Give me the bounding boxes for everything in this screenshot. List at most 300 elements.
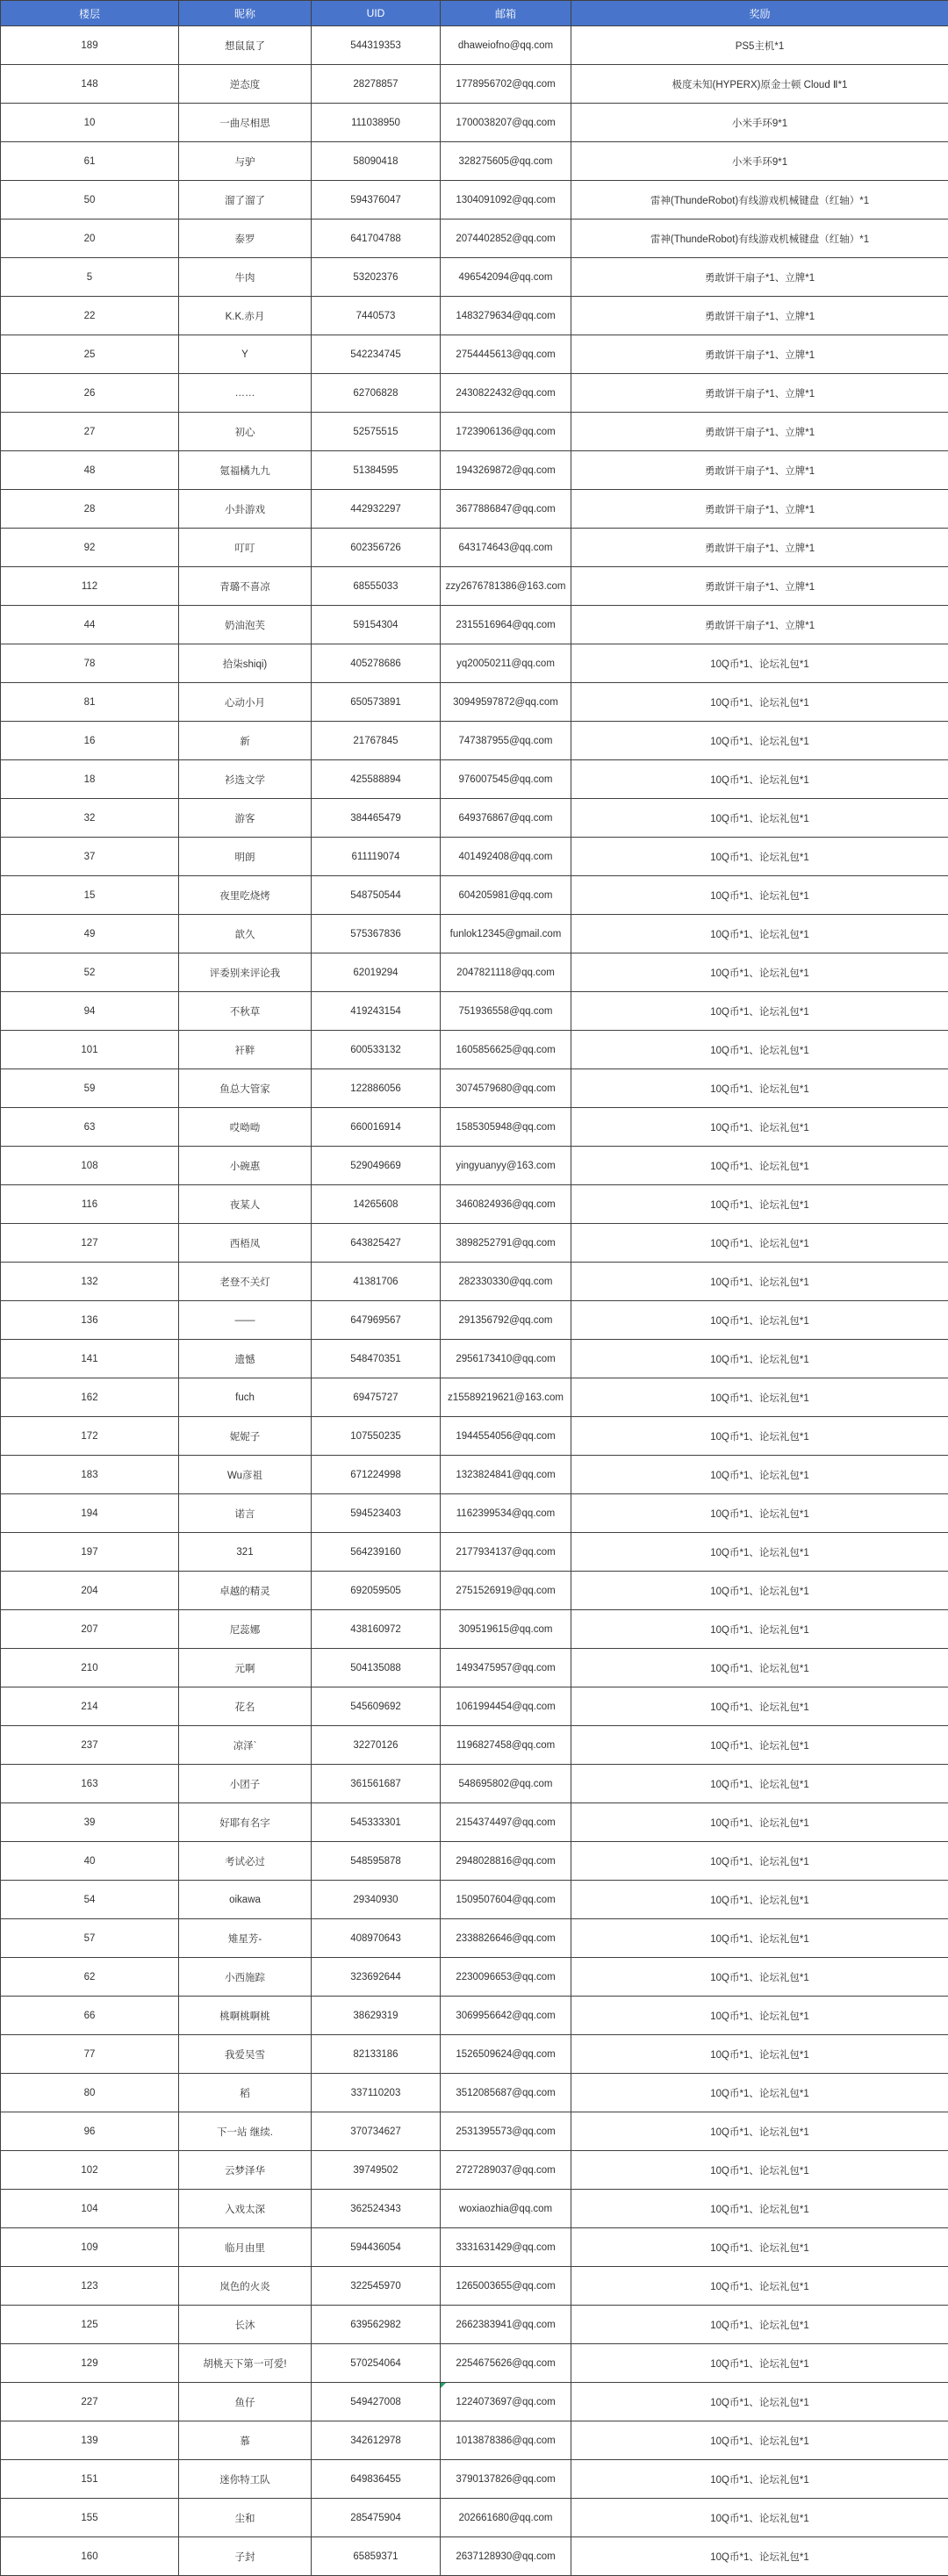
prize-cell: 10Q币*1、论坛礼包*1 bbox=[571, 953, 948, 992]
table-row bbox=[1, 2112, 948, 2151]
nickname-cell: 不秋草 bbox=[179, 992, 312, 1031]
table-row bbox=[1, 1803, 948, 1842]
prize-cell: 10Q币*1、论坛礼包*1 bbox=[571, 1649, 948, 1687]
column-header: 邮箱 bbox=[441, 1, 571, 26]
table-row bbox=[1, 1147, 948, 1185]
floor-cell: 96 bbox=[1, 2112, 179, 2151]
nickname-cell: 鱼总大管家 bbox=[179, 1069, 312, 1108]
email-cell: 1943269872@qq.com bbox=[441, 451, 571, 490]
prize-cell: 10Q币*1、论坛礼包*1 bbox=[571, 799, 948, 838]
prize-cell: 10Q币*1、论坛礼包*1 bbox=[571, 1456, 948, 1494]
nickname-cell: 妮妮子 bbox=[179, 1417, 312, 1456]
uid-cell: 405278686 bbox=[312, 644, 441, 683]
uid-cell: 52575515 bbox=[312, 413, 441, 451]
email-cell: 2531395573@qq.com bbox=[441, 2112, 571, 2151]
nickname-cell: 迷你特工队 bbox=[179, 2460, 312, 2499]
prize-cell: 10Q币*1、论坛礼包*1 bbox=[571, 1881, 948, 1919]
uid-cell: 322545970 bbox=[312, 2267, 441, 2306]
table-row bbox=[1, 644, 948, 683]
email-cell: 1224073697@qq.com bbox=[441, 2383, 571, 2421]
uid-cell: 41381706 bbox=[312, 1263, 441, 1301]
table-row bbox=[1, 2344, 948, 2383]
prize-cell: 10Q币*1、论坛礼包*1 bbox=[571, 1842, 948, 1881]
floor-cell: 59 bbox=[1, 1069, 179, 1108]
nickname-cell: 稻 bbox=[179, 2074, 312, 2112]
email-cell: 1585305948@qq.com bbox=[441, 1108, 571, 1147]
prize-cell: 极度未知(HYPERX)原金士顿 Cloud Ⅱ*1 bbox=[571, 65, 948, 104]
email-cell: 291356792@qq.com bbox=[441, 1301, 571, 1340]
uid-cell: 419243154 bbox=[312, 992, 441, 1031]
prize-cell: 勇敢饼干扇子*1、立牌*1 bbox=[571, 529, 948, 567]
prize-cell: 10Q币*1、论坛礼包*1 bbox=[571, 2383, 948, 2421]
prize-cell: 雷神(ThundeRobot)有线游戏机械键盘（红轴）*1 bbox=[571, 219, 948, 258]
uid-cell: 29340930 bbox=[312, 1881, 441, 1919]
header-row bbox=[1, 1, 948, 26]
prize-cell: 10Q币*1、论坛礼包*1 bbox=[571, 2537, 948, 2576]
prize-cell: 10Q币*1、论坛礼包*1 bbox=[571, 915, 948, 953]
email-cell: 3331631429@qq.com bbox=[441, 2228, 571, 2267]
floor-cell: 160 bbox=[1, 2537, 179, 2576]
email-cell: dhaweiofno@qq.com bbox=[441, 26, 571, 65]
nickname-cell: oikawa bbox=[179, 1881, 312, 1919]
prize-cell: 勇敢饼干扇子*1、立牌*1 bbox=[571, 335, 948, 374]
email-cell: 1265003655@qq.com bbox=[441, 2267, 571, 2306]
uid-cell: 575367836 bbox=[312, 915, 441, 953]
floor-cell: 44 bbox=[1, 606, 179, 644]
uid-cell: 570254064 bbox=[312, 2344, 441, 2383]
uid-cell: 39749502 bbox=[312, 2151, 441, 2190]
nickname-cell: 321 bbox=[179, 1533, 312, 1572]
email-cell: 2637128930@qq.com bbox=[441, 2537, 571, 2576]
email-cell: 3512085687@qq.com bbox=[441, 2074, 571, 2112]
prize-cell: 10Q币*1、论坛礼包*1 bbox=[571, 2306, 948, 2344]
prize-cell: 10Q币*1、论坛礼包*1 bbox=[571, 722, 948, 760]
prize-cell: 10Q币*1、论坛礼包*1 bbox=[571, 1108, 948, 1147]
table-row bbox=[1, 219, 948, 258]
table-row bbox=[1, 2460, 948, 2499]
prize-cell: 勇敢饼干扇子*1、立牌*1 bbox=[571, 451, 948, 490]
prize-cell: 10Q币*1、论坛礼包*1 bbox=[571, 1726, 948, 1765]
table-row bbox=[1, 1456, 948, 1494]
floor-cell: 129 bbox=[1, 2344, 179, 2383]
table-row bbox=[1, 2499, 948, 2537]
floor-cell: 227 bbox=[1, 2383, 179, 2421]
prize-cell: PS5主机*1 bbox=[571, 26, 948, 65]
email-cell: 1493475957@qq.com bbox=[441, 1649, 571, 1687]
email-cell: 401492408@qq.com bbox=[441, 838, 571, 876]
uid-cell: 21767845 bbox=[312, 722, 441, 760]
floor-cell: 15 bbox=[1, 876, 179, 915]
floor-cell: 22 bbox=[1, 297, 179, 335]
uid-cell: 649836455 bbox=[312, 2460, 441, 2499]
column-header: 奖励 bbox=[571, 1, 948, 26]
table-row bbox=[1, 915, 948, 953]
uid-cell: 544319353 bbox=[312, 26, 441, 65]
nickname-cell: 云梦泽华 bbox=[179, 2151, 312, 2190]
prize-cell: 小米手环9*1 bbox=[571, 104, 948, 142]
prize-cell: 勇敢饼干扇子*1、立牌*1 bbox=[571, 606, 948, 644]
uid-cell: 643825427 bbox=[312, 1224, 441, 1263]
uid-cell: 53202376 bbox=[312, 258, 441, 297]
nickname-cell: Wu彦祖 bbox=[179, 1456, 312, 1494]
table-row bbox=[1, 1533, 948, 1572]
uid-cell: 337110203 bbox=[312, 2074, 441, 2112]
email-cell: 2727289037@qq.com bbox=[441, 2151, 571, 2190]
prize-cell: 勇敢饼干扇子*1、立牌*1 bbox=[571, 567, 948, 606]
floor-cell: 141 bbox=[1, 1340, 179, 1378]
floor-cell: 16 bbox=[1, 722, 179, 760]
floor-cell: 136 bbox=[1, 1301, 179, 1340]
table-row bbox=[1, 1997, 948, 2035]
table-row bbox=[1, 104, 948, 142]
email-cell: 2956173410@qq.com bbox=[441, 1340, 571, 1378]
email-cell: 1196827458@qq.com bbox=[441, 1726, 571, 1765]
nickname-cell: 遗憾 bbox=[179, 1340, 312, 1378]
nickname-cell: 慕 bbox=[179, 2421, 312, 2460]
prize-cell: 10Q币*1、论坛礼包*1 bbox=[571, 1958, 948, 1997]
uid-cell: 361561687 bbox=[312, 1765, 441, 1803]
email-cell: 3677886847@qq.com bbox=[441, 490, 571, 529]
email-cell: 3069956642@qq.com bbox=[441, 1997, 571, 2035]
nickname-cell: 叮叮 bbox=[179, 529, 312, 567]
uid-cell: 68555033 bbox=[312, 567, 441, 606]
email-cell: 643174643@qq.com bbox=[441, 529, 571, 567]
prize-cell: 勇敢饼干扇子*1、立牌*1 bbox=[571, 374, 948, 413]
table-row bbox=[1, 683, 948, 722]
uid-cell: 548595878 bbox=[312, 1842, 441, 1881]
uid-cell: 342612978 bbox=[312, 2421, 441, 2460]
email-cell: 1509507604@qq.com bbox=[441, 1881, 571, 1919]
email-cell: 2430822432@qq.com bbox=[441, 374, 571, 413]
email-cell: 1013878386@qq.com bbox=[441, 2421, 571, 2460]
floor-cell: 116 bbox=[1, 1185, 179, 1224]
floor-cell: 194 bbox=[1, 1494, 179, 1533]
prize-cell: 10Q币*1、论坛礼包*1 bbox=[571, 1378, 948, 1417]
nickname-cell: fuch bbox=[179, 1378, 312, 1417]
uid-cell: 529049669 bbox=[312, 1147, 441, 1185]
uid-cell: 69475727 bbox=[312, 1378, 441, 1417]
email-cell: 3898252791@qq.com bbox=[441, 1224, 571, 1263]
floor-cell: 123 bbox=[1, 2267, 179, 2306]
floor-cell: 204 bbox=[1, 1572, 179, 1610]
table-row bbox=[1, 2306, 948, 2344]
uid-cell: 82133186 bbox=[312, 2035, 441, 2074]
table-row bbox=[1, 838, 948, 876]
floor-cell: 214 bbox=[1, 1687, 179, 1726]
nickname-cell: 衫选文学 bbox=[179, 760, 312, 799]
table-row bbox=[1, 2228, 948, 2267]
email-cell: 548695802@qq.com bbox=[441, 1765, 571, 1803]
uid-cell: 692059505 bbox=[312, 1572, 441, 1610]
uid-cell: 58090418 bbox=[312, 142, 441, 181]
table-row bbox=[1, 142, 948, 181]
floor-cell: 101 bbox=[1, 1031, 179, 1069]
table-row bbox=[1, 1572, 948, 1610]
email-cell: 1483279634@qq.com bbox=[441, 297, 571, 335]
table-row bbox=[1, 2190, 948, 2228]
email-cell: 1162399534@qq.com bbox=[441, 1494, 571, 1533]
prize-cell: 雷神(ThundeRobot)有线游戏机械键盘（红轴）*1 bbox=[571, 181, 948, 219]
email-cell: 2315516964@qq.com bbox=[441, 606, 571, 644]
table-row bbox=[1, 2267, 948, 2306]
uid-cell: 545609692 bbox=[312, 1687, 441, 1726]
table-row bbox=[1, 1224, 948, 1263]
floor-cell: 155 bbox=[1, 2499, 179, 2537]
email-cell: 202661680@qq.com bbox=[441, 2499, 571, 2537]
table-row bbox=[1, 490, 948, 529]
floor-cell: 20 bbox=[1, 219, 179, 258]
floor-cell: 25 bbox=[1, 335, 179, 374]
floor-cell: 172 bbox=[1, 1417, 179, 1456]
email-cell: 604205981@qq.com bbox=[441, 876, 571, 915]
uid-cell: 370734627 bbox=[312, 2112, 441, 2151]
nickname-cell: 考试必过 bbox=[179, 1842, 312, 1881]
prize-cell: 10Q币*1、论坛礼包*1 bbox=[571, 1031, 948, 1069]
uid-cell: 542234745 bbox=[312, 335, 441, 374]
prize-cell: 10Q币*1、论坛礼包*1 bbox=[571, 1185, 948, 1224]
floor-cell: 78 bbox=[1, 644, 179, 683]
floor-cell: 66 bbox=[1, 1997, 179, 2035]
email-cell: 3074579680@qq.com bbox=[441, 1069, 571, 1108]
floor-cell: 40 bbox=[1, 1842, 179, 1881]
table-header bbox=[1, 1, 948, 26]
nickname-cell: 胡桃天下第一可爱! bbox=[179, 2344, 312, 2383]
nickname-cell: 子封 bbox=[179, 2537, 312, 2576]
prize-cell: 10Q币*1、论坛礼包*1 bbox=[571, 1340, 948, 1378]
prize-cell: 10Q币*1、论坛礼包*1 bbox=[571, 1069, 948, 1108]
uid-cell: 62706828 bbox=[312, 374, 441, 413]
prize-cell: 10Q币*1、论坛礼包*1 bbox=[571, 2421, 948, 2460]
uid-cell: 107550235 bbox=[312, 1417, 441, 1456]
uid-cell: 602356726 bbox=[312, 529, 441, 567]
email-cell: 2074402852@qq.com bbox=[441, 219, 571, 258]
uid-cell: 548750544 bbox=[312, 876, 441, 915]
prize-cell: 勇敢饼干扇子*1、立牌*1 bbox=[571, 413, 948, 451]
email-cell: yq20050211@qq.com bbox=[441, 644, 571, 683]
nickname-cell: 小西施踪 bbox=[179, 1958, 312, 1997]
prize-cell: 10Q币*1、论坛礼包*1 bbox=[571, 2035, 948, 2074]
prize-cell: 10Q币*1、论坛礼包*1 bbox=[571, 1997, 948, 2035]
uid-cell: 594523403 bbox=[312, 1494, 441, 1533]
email-cell: 3460824936@qq.com bbox=[441, 1185, 571, 1224]
prize-cell: 10Q币*1、论坛礼包*1 bbox=[571, 876, 948, 915]
floor-cell: 10 bbox=[1, 104, 179, 142]
nickname-cell: 奶油泡芙 bbox=[179, 606, 312, 644]
nickname-cell: 新 bbox=[179, 722, 312, 760]
prize-cell: 10Q币*1、论坛礼包*1 bbox=[571, 2151, 948, 2190]
floor-cell: 57 bbox=[1, 1919, 179, 1958]
uid-cell: 59154304 bbox=[312, 606, 441, 644]
floor-cell: 39 bbox=[1, 1803, 179, 1842]
prize-cell: 10Q币*1、论坛礼包*1 bbox=[571, 1687, 948, 1726]
email-cell: 751936558@qq.com bbox=[441, 992, 571, 1031]
email-cell: 2047821118@qq.com bbox=[441, 953, 571, 992]
nickname-cell: …… bbox=[179, 374, 312, 413]
nickname-cell: 青璐不喜凉 bbox=[179, 567, 312, 606]
table-row bbox=[1, 1340, 948, 1378]
floor-cell: 37 bbox=[1, 838, 179, 876]
nickname-cell: 小团子 bbox=[179, 1765, 312, 1803]
floor-cell: 18 bbox=[1, 760, 179, 799]
email-cell: 496542094@qq.com bbox=[441, 258, 571, 297]
uid-cell: 660016914 bbox=[312, 1108, 441, 1147]
nickname-cell: 牛肉 bbox=[179, 258, 312, 297]
prize-cell: 10Q币*1、论坛礼包*1 bbox=[571, 2228, 948, 2267]
uid-cell: 65859371 bbox=[312, 2537, 441, 2576]
nickname-cell: 逆态度 bbox=[179, 65, 312, 104]
nickname-cell: 我爱吴雪 bbox=[179, 2035, 312, 2074]
prize-cell: 10Q币*1、论坛礼包*1 bbox=[571, 2344, 948, 2383]
table-row bbox=[1, 413, 948, 451]
nickname-cell: 好耶有名字 bbox=[179, 1803, 312, 1842]
email-cell: z15589219621@163.com bbox=[441, 1378, 571, 1417]
nickname-cell: 拾柒shiqi) bbox=[179, 644, 312, 683]
email-cell: 747387955@qq.com bbox=[441, 722, 571, 760]
nickname-cell: 衦靽 bbox=[179, 1031, 312, 1069]
table-row bbox=[1, 451, 948, 490]
table-row bbox=[1, 1610, 948, 1649]
table-row bbox=[1, 1417, 948, 1456]
table-row bbox=[1, 2537, 948, 2576]
nickname-cell: 长沐 bbox=[179, 2306, 312, 2344]
floor-cell: 63 bbox=[1, 1108, 179, 1147]
prize-cell: 10Q币*1、论坛礼包*1 bbox=[571, 1301, 948, 1340]
prize-cell: 10Q币*1、论坛礼包*1 bbox=[571, 838, 948, 876]
nickname-cell: 卓越的精灵 bbox=[179, 1572, 312, 1610]
prize-cell: 10Q币*1、论坛礼包*1 bbox=[571, 2112, 948, 2151]
table-row bbox=[1, 1842, 948, 1881]
table-row bbox=[1, 1881, 948, 1919]
table-row bbox=[1, 992, 948, 1031]
table-row bbox=[1, 1185, 948, 1224]
uid-cell: 650573891 bbox=[312, 683, 441, 722]
floor-cell: 162 bbox=[1, 1378, 179, 1417]
floor-cell: 54 bbox=[1, 1881, 179, 1919]
prize-cell: 10Q币*1、论坛礼包*1 bbox=[571, 2074, 948, 2112]
floor-cell: 139 bbox=[1, 2421, 179, 2460]
uid-cell: 408970643 bbox=[312, 1919, 441, 1958]
prize-cell: 10Q币*1、论坛礼包*1 bbox=[571, 1533, 948, 1572]
nickname-cell: 入戏太深 bbox=[179, 2190, 312, 2228]
uid-cell: 32270126 bbox=[312, 1726, 441, 1765]
column-header: 昵称 bbox=[179, 1, 312, 26]
uid-cell: 122886056 bbox=[312, 1069, 441, 1108]
email-cell: 2230096653@qq.com bbox=[441, 1958, 571, 1997]
table-row bbox=[1, 1263, 948, 1301]
table-row bbox=[1, 1069, 948, 1108]
nickname-cell: 一曲尽相思 bbox=[179, 104, 312, 142]
table-row bbox=[1, 760, 948, 799]
prize-cell: 10Q币*1、论坛礼包*1 bbox=[571, 1610, 948, 1649]
nickname-cell: 老登不关灯 bbox=[179, 1263, 312, 1301]
email-cell: 1700038207@qq.com bbox=[441, 104, 571, 142]
nickname-cell: 鱼仔 bbox=[179, 2383, 312, 2421]
uid-cell: 38629319 bbox=[312, 1997, 441, 2035]
uid-cell: 600533132 bbox=[312, 1031, 441, 1069]
table-row bbox=[1, 722, 948, 760]
email-cell: 2177934137@qq.com bbox=[441, 1533, 571, 1572]
floor-cell: 108 bbox=[1, 1147, 179, 1185]
nickname-cell: 评委别来评论我 bbox=[179, 953, 312, 992]
email-cell: 2338826646@qq.com bbox=[441, 1919, 571, 1958]
uid-cell: 549427008 bbox=[312, 2383, 441, 2421]
prize-cell: 10Q币*1、论坛礼包*1 bbox=[571, 2190, 948, 2228]
email-cell: 1605856625@qq.com bbox=[441, 1031, 571, 1069]
prize-cell: 10Q币*1、论坛礼包*1 bbox=[571, 992, 948, 1031]
floor-cell: 237 bbox=[1, 1726, 179, 1765]
prize-cell: 小米手环9*1 bbox=[571, 142, 948, 181]
floor-cell: 80 bbox=[1, 2074, 179, 2112]
floor-cell: 104 bbox=[1, 2190, 179, 2228]
floor-cell: 28 bbox=[1, 490, 179, 529]
nickname-cell: 夜里吃烧烤 bbox=[179, 876, 312, 915]
floor-cell: 48 bbox=[1, 451, 179, 490]
uid-cell: 323692644 bbox=[312, 1958, 441, 1997]
nickname-cell: 夜某人 bbox=[179, 1185, 312, 1224]
table-row bbox=[1, 26, 948, 65]
table-row bbox=[1, 1108, 948, 1147]
prize-cell: 10Q币*1、论坛礼包*1 bbox=[571, 1765, 948, 1803]
nickname-cell: 临月由里 bbox=[179, 2228, 312, 2267]
uid-cell: 594436054 bbox=[312, 2228, 441, 2267]
table-row bbox=[1, 2421, 948, 2460]
floor-cell: 62 bbox=[1, 1958, 179, 1997]
table-row bbox=[1, 258, 948, 297]
uid-cell: 14265608 bbox=[312, 1185, 441, 1224]
email-cell: 2154374497@qq.com bbox=[441, 1803, 571, 1842]
floor-cell: 50 bbox=[1, 181, 179, 219]
floor-cell: 61 bbox=[1, 142, 179, 181]
uid-cell: 384465479 bbox=[312, 799, 441, 838]
table-row bbox=[1, 1301, 948, 1340]
column-header: 楼层 bbox=[1, 1, 179, 26]
table-row bbox=[1, 1958, 948, 1997]
email-cell: 30949597872@qq.com bbox=[441, 683, 571, 722]
nickname-cell: 想鼠鼠了 bbox=[179, 26, 312, 65]
floor-cell: 77 bbox=[1, 2035, 179, 2074]
table-row bbox=[1, 1649, 948, 1687]
nickname-cell: 元啊 bbox=[179, 1649, 312, 1687]
uid-cell: 671224998 bbox=[312, 1456, 441, 1494]
prize-cell: 勇敢饼干扇子*1、立牌*1 bbox=[571, 490, 948, 529]
table-row bbox=[1, 1378, 948, 1417]
nickname-cell: 溜了溜了 bbox=[179, 181, 312, 219]
table-row bbox=[1, 2035, 948, 2074]
floor-cell: 49 bbox=[1, 915, 179, 953]
floor-cell: 112 bbox=[1, 567, 179, 606]
table-row bbox=[1, 1031, 948, 1069]
floor-cell: 32 bbox=[1, 799, 179, 838]
uid-cell: 548470351 bbox=[312, 1340, 441, 1378]
uid-cell: 438160972 bbox=[312, 1610, 441, 1649]
uid-cell: 594376047 bbox=[312, 181, 441, 219]
nickname-cell: 西梧凤 bbox=[179, 1224, 312, 1263]
uid-cell: 545333301 bbox=[312, 1803, 441, 1842]
table-row bbox=[1, 374, 948, 413]
table-row bbox=[1, 567, 948, 606]
nickname-cell: 泰罗 bbox=[179, 219, 312, 258]
table-row bbox=[1, 2074, 948, 2112]
prize-cell: 10Q币*1、论坛礼包*1 bbox=[571, 1263, 948, 1301]
email-cell: 2254675626@qq.com bbox=[441, 2344, 571, 2383]
table-row bbox=[1, 2151, 948, 2190]
table-row bbox=[1, 529, 948, 567]
nickname-cell: 花名 bbox=[179, 1687, 312, 1726]
prize-cell: 10Q币*1、论坛礼包*1 bbox=[571, 683, 948, 722]
uid-cell: 639562982 bbox=[312, 2306, 441, 2344]
table-row bbox=[1, 1919, 948, 1958]
nickname-cell: Y bbox=[179, 335, 312, 374]
